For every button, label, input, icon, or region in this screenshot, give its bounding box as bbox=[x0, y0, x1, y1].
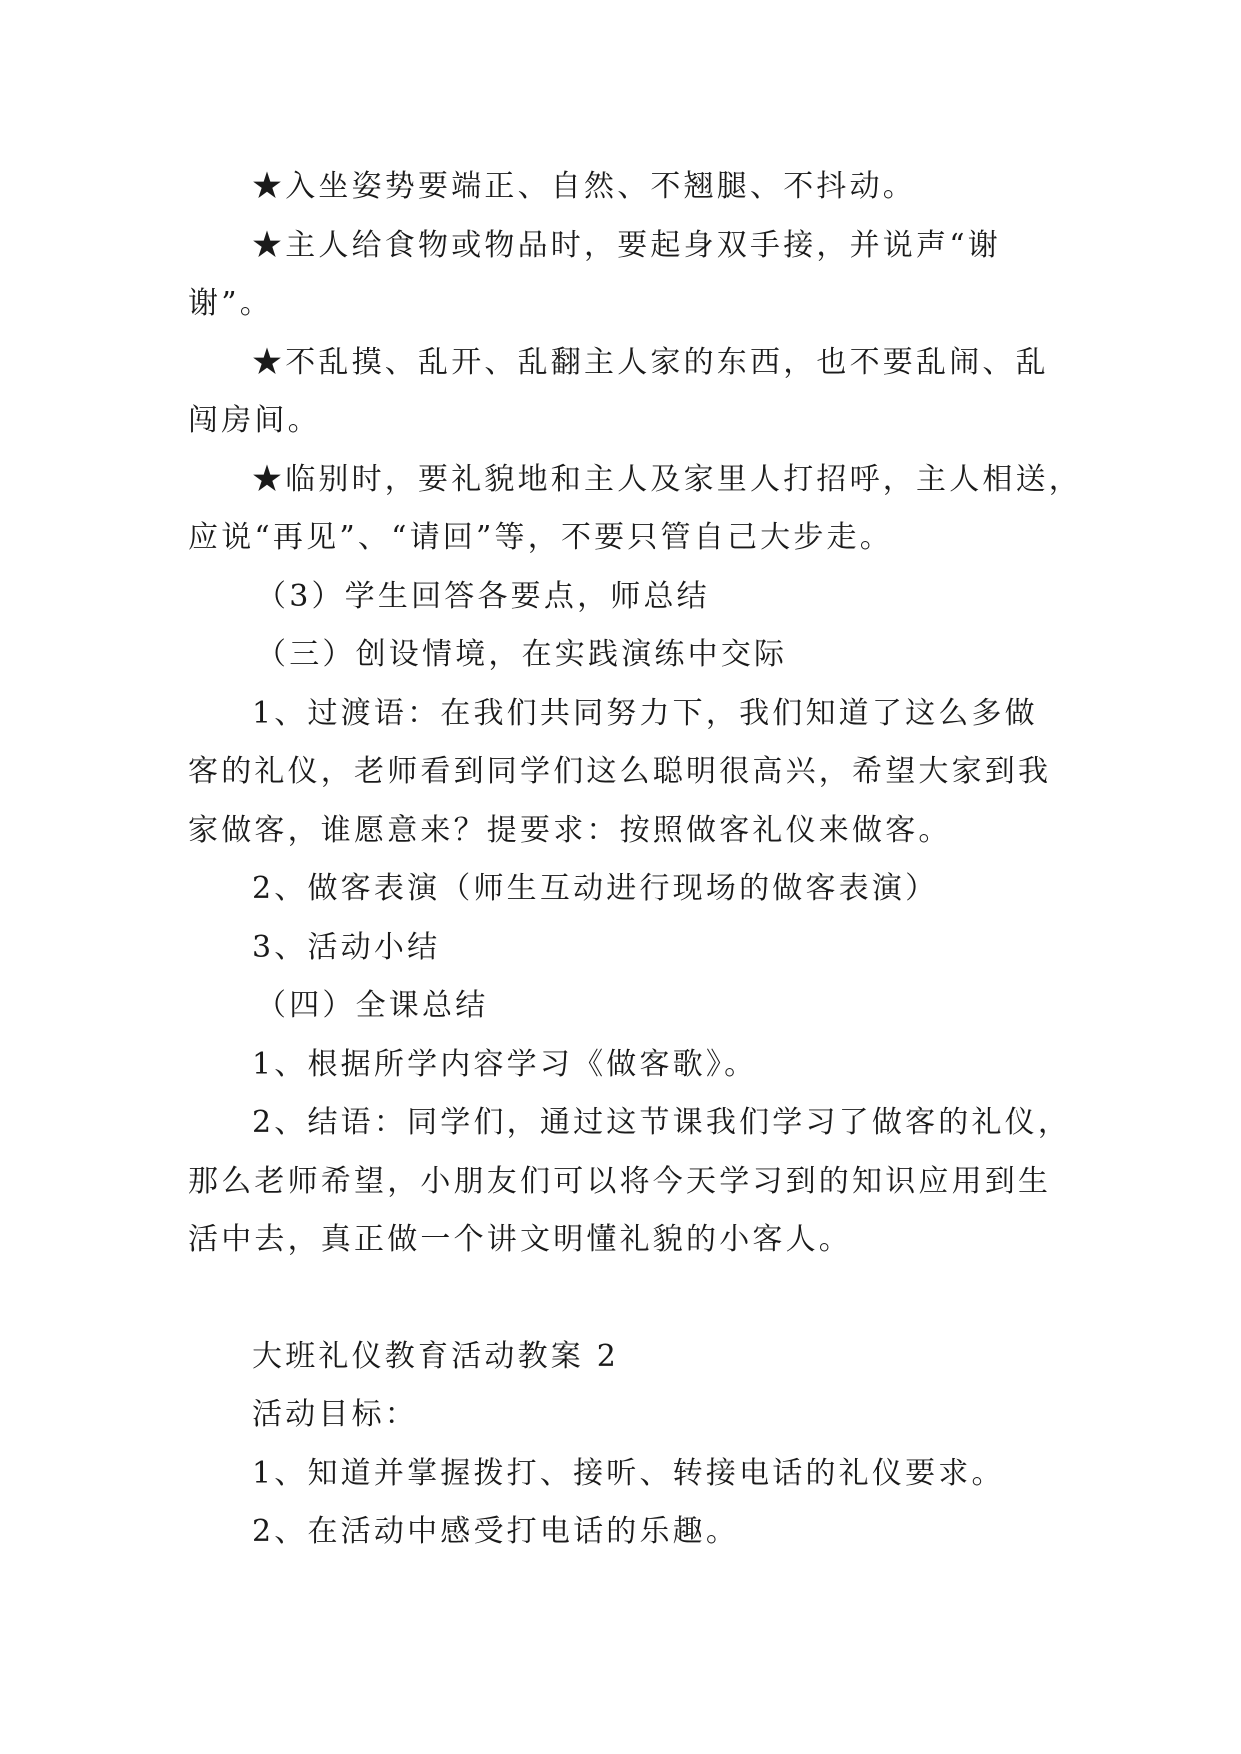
lesson-plan-title bbox=[188, 1328, 1058, 1387]
section-four-heading bbox=[188, 977, 1058, 1036]
learn-song-item bbox=[188, 1036, 1058, 1095]
rule-receive-items bbox=[188, 217, 1058, 276]
objectives-heading bbox=[188, 1386, 1058, 1445]
transition-paragraph-cont-1 bbox=[188, 743, 1058, 802]
transition-paragraph bbox=[188, 685, 1058, 744]
paragraph-line: ★临别时，要礼貌地和主人及家里人打招呼，主人相送， bbox=[252, 461, 1082, 497]
closing-paragraph-cont-2 bbox=[188, 1211, 1058, 1270]
rule-sitting-posture bbox=[188, 158, 1058, 217]
paragraph-line: ★主人给食物或物品时，要起身双手接，并说声“谢 bbox=[252, 227, 1001, 263]
paragraph-line: 家做客，谁愿意来？提要求：按照做客礼仪来做客。 bbox=[188, 812, 952, 848]
paragraph-line: 应说“再见”、“请回”等，不要只管自己大步走。 bbox=[188, 520, 893, 555]
rule-no-touching bbox=[188, 334, 1058, 393]
paragraph-line: 3、活动小结 bbox=[252, 929, 441, 965]
paragraph-line: 1、过渡语：在我们共同努力下，我们知道了这么多做 bbox=[252, 695, 1038, 731]
paragraph-line: 活动目标： bbox=[252, 1397, 418, 1432]
guest-performance-item bbox=[188, 860, 1058, 919]
paragraph-line: 大班礼仪教育活动教案 2 bbox=[252, 1338, 620, 1374]
paragraph-line: 2、结语：同学们，通过这节课我们学习了做客的礼仪， bbox=[252, 1105, 1072, 1140]
paragraph-line: 那么老师希望，小朋友们可以将今天学习到的知识应用到生 bbox=[188, 1163, 1052, 1199]
paragraph-line: 客的礼仪，老师看到同学们这么聪明很高兴，希望大家到我 bbox=[188, 754, 1052, 789]
rule-farewell bbox=[188, 451, 1082, 510]
paragraph-line: ★入坐姿势要端正、自然、不翘腿、不抖动。 bbox=[252, 169, 916, 204]
paragraph-line: （三）创设情境，在实践演练中交际 bbox=[256, 637, 788, 672]
paragraph-line: 闯房间。 bbox=[188, 403, 321, 438]
paragraph-line: 谢”。 bbox=[188, 286, 273, 321]
paragraph-line: ★不乱摸、乱开、乱翻主人家的东西，也不要乱闹、乱 bbox=[252, 344, 1049, 380]
paragraph-line: 1、根据所学内容学习《做客歌》。 bbox=[252, 1046, 758, 1082]
objective-item-1 bbox=[188, 1445, 1058, 1504]
paragraph-line: 2、在活动中感受打电话的乐趣。 bbox=[252, 1514, 740, 1549]
objective-item-2 bbox=[188, 1503, 1058, 1562]
closing-paragraph bbox=[188, 1094, 1072, 1153]
step-3-summary bbox=[188, 568, 1058, 627]
section-spacer bbox=[188, 1270, 1058, 1328]
rule-receive-items-cont bbox=[188, 275, 1058, 334]
activity-summary-item bbox=[188, 919, 1058, 978]
paragraph-line: 2、做客表演（师生互动进行现场的做客表演） bbox=[252, 871, 939, 906]
paragraph-line: （四）全课总结 bbox=[256, 988, 489, 1023]
closing-paragraph-cont-1 bbox=[188, 1153, 1058, 1212]
section-three-heading bbox=[188, 626, 1058, 685]
paragraph-line: 活中去，真正做一个讲文明懂礼貌的小客人。 bbox=[188, 1222, 852, 1257]
rule-farewell-cont bbox=[188, 509, 1058, 568]
rule-no-touching-cont bbox=[188, 392, 1058, 451]
paragraph-line: （3）学生回答各要点，师总结 bbox=[256, 578, 710, 614]
document-body bbox=[188, 158, 1082, 1562]
paragraph-line: 1、知道并掌握拨打、接听、转接电话的礼仪要求。 bbox=[252, 1455, 1005, 1491]
transition-paragraph-cont-2 bbox=[188, 802, 1058, 861]
